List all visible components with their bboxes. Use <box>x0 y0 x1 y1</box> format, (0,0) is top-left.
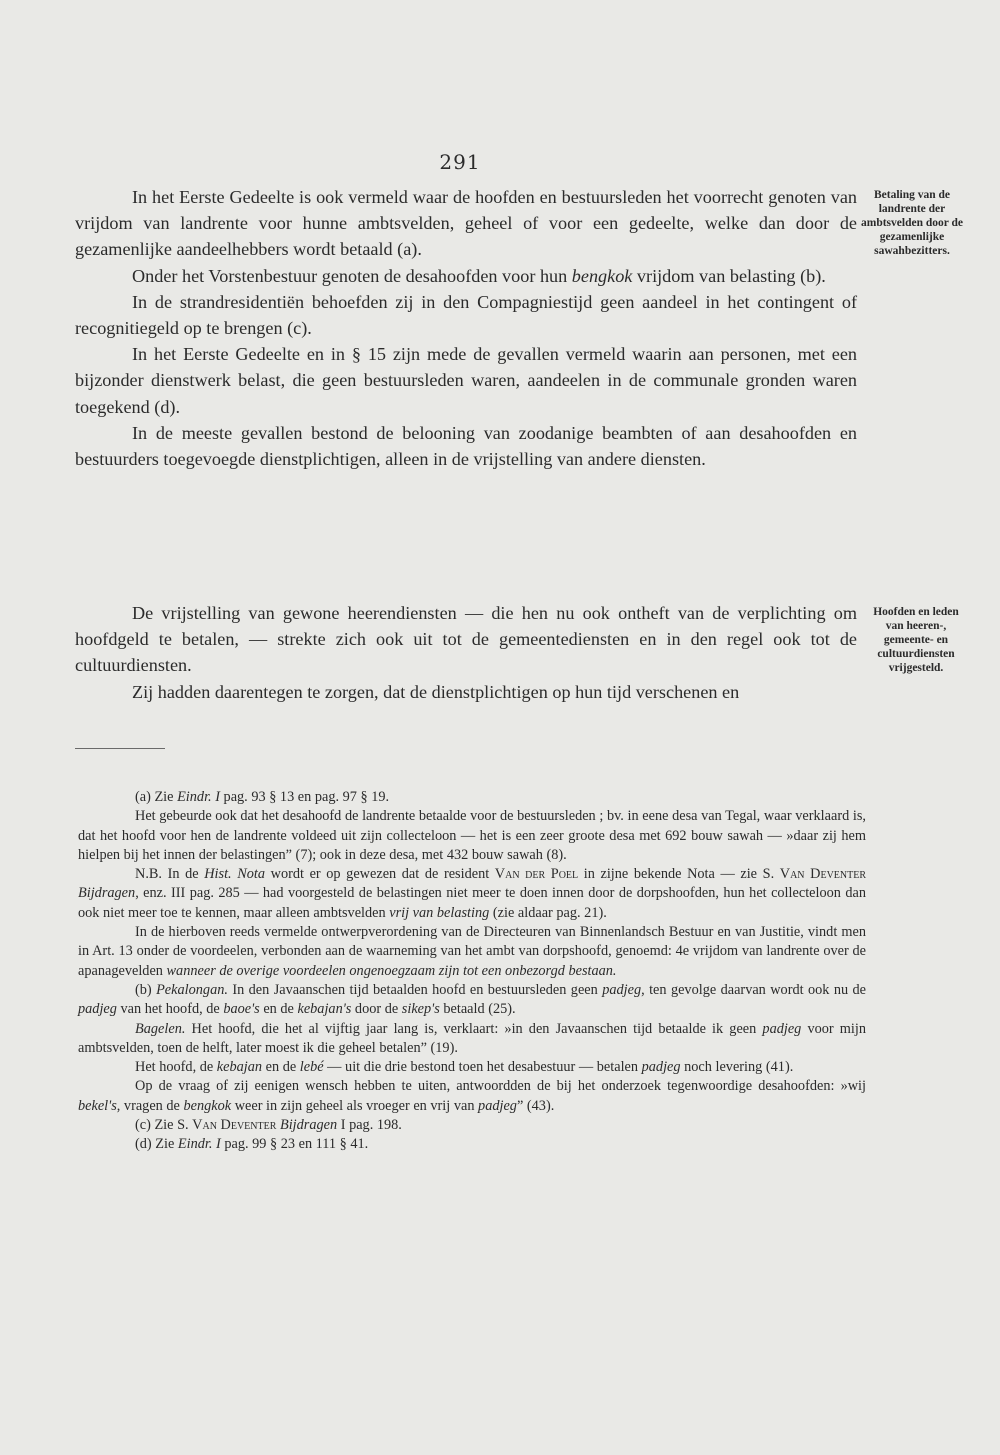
footnote-text: In den Javaanschen tijd betaalden hoofd en bestuursleden geen <box>227 981 603 998</box>
main-text-block-2 <box>75 600 857 705</box>
footnote-place: Pekalongan. <box>156 981 228 998</box>
footnote-c <box>78 1116 866 1135</box>
footnote-text: (c) Zie S. <box>135 1117 193 1134</box>
author-name: Van Deventer <box>192 1117 277 1134</box>
footnote-term: padjeg <box>762 1020 802 1037</box>
footnote-text: I pag. 198. <box>337 1117 402 1134</box>
footnote-ordinance <box>78 923 866 981</box>
footnote-text: , ten gevolge daarvan wordt ook nu de <box>641 981 867 998</box>
footnote-text: (zie aldaar pag. 21). <box>489 904 607 921</box>
footnote-term: bekel's <box>78 1097 117 1114</box>
footnote-term: kebajan's <box>297 1001 352 1018</box>
paragraph-1: In het Eerste Gedeelte is ook vermeld waar de hoofden en bestuursleden het voorrecht genoten van vrijdom van landrente voor hunne ambtsvelden, geheel of voor een gedeelte, welke dan door de gezamenlijke aandeelhebbers wordt betaald (a). <box>75 187 857 260</box>
footnote-ref: Eindr. I <box>177 1136 221 1153</box>
main-text-block-1 <box>75 184 857 472</box>
footnote-text: (a) Zie <box>135 789 178 805</box>
footnote-text: Op de vraag of zij eenigen wensch hebben te uiten, antwoordden de bij het onderzoek tegenwoordige desahoofden: »wij <box>135 1078 866 1095</box>
footnote-term: bengkok <box>183 1097 232 1114</box>
footnote-text: ” (43). <box>516 1097 555 1114</box>
footnote-text: noch levering (41). <box>680 1059 794 1076</box>
author-name: Van Deventer <box>779 866 867 883</box>
footnote-term: kebajan <box>216 1059 263 1076</box>
footnote-text: — uit die drie bestond toen het desabestuur — betalen <box>323 1059 642 1076</box>
footnote-text: In de hierboven reeds vermelde ontwerpverordening van de Directeuren van Binnenlandsch Bestuur en van Justitie, vindt men in Art. 13 onder de voordeelen, verbonden aan de waarneming van het ambt van dorpshoofd, genoemd: 4e vrijdom van landrente over de apanagevelden <box>78 924 866 979</box>
paragraph-3: In de strandresidentiën behoefden zij in den Compagniestijd geen aandeel in het contingent of recognitiegeld op te brengen (c). <box>75 291 857 339</box>
footnote-ref: Hist. Nota <box>204 866 266 883</box>
footnote-text: Het hoofd, die het al vijftig jaar lang is, verklaart: »in den Javaanschen tijd betaalde ik geen <box>185 1020 763 1037</box>
footnote-text: , vragen de <box>116 1097 184 1114</box>
footnote-text: door de <box>351 1001 402 1018</box>
paragraph-2-text: Onder het Vorstenbestuur genoten de desahoofden voor hun <box>132 265 572 286</box>
footnote-term: lebé <box>299 1059 324 1076</box>
footnote-hoofd <box>78 1058 866 1077</box>
footnote-ref: Bijdragen <box>78 885 136 902</box>
paragraph-2-term: bengkok <box>571 265 633 286</box>
footnote-term: baoe's <box>223 1001 260 1018</box>
footnotes <box>78 788 866 1155</box>
author-name: Van der Poel <box>494 866 579 883</box>
footnote-divider <box>75 748 165 749</box>
footnote-text: en de <box>259 1001 298 1018</box>
footnote-text: (b) <box>135 981 157 998</box>
footnote-text: Het hoofd, de <box>135 1059 217 1076</box>
paragraph-2-text-end: vrijdom van belasting (b). <box>632 265 826 286</box>
footnote-ref: Eindr. I <box>177 789 220 805</box>
footnote-wish <box>78 1077 866 1116</box>
page-number: 291 <box>439 150 481 174</box>
footnote-text: (d) Zie <box>135 1136 178 1153</box>
footnote-emphasis: vrij van belasting <box>389 904 490 921</box>
paragraph-7: Zij hadden daarentegen te zorgen, dat de dienstplichtigen op hun tijd verschenen en <box>132 681 740 702</box>
paragraph-6: De vrijstelling van gewone heerendiensten — die hen nu ook ontheft van de verplichting om hoofdgeld te betalen, — strekte zich ook uit tot de gemeentediensten en in den regel ook tot de cultuurdiensten. <box>75 603 857 676</box>
paragraph-4: In het Eerste Gedeelte en in § 15 zijn mede de gevallen vermeld waarin aan personen, met een bijzonder dienstwerk belast, die geen bestuursleden waren, aandeelen in de communale gronden waren toegekend (d). <box>75 344 857 417</box>
footnote-term: sikep's <box>401 1001 440 1018</box>
footnote-place: Bagelen. <box>135 1020 186 1037</box>
footnote-term: padjeg <box>641 1059 681 1076</box>
footnote-text: voor mijn ambtsvelden, toen de helft, later moest ik die geheel betalen” (19). <box>78 1020 867 1056</box>
footnote-b <box>78 981 866 1020</box>
footnote-term: padjeg <box>78 1001 117 1018</box>
footnote-text: pag. 99 § 23 en 111 § 41. <box>220 1136 369 1153</box>
footnote-text: weer in zijn geheel als vroeger en vrij van <box>231 1097 479 1114</box>
footnote-bagelen <box>78 1020 866 1059</box>
footnote-text: , enz. III pag. 285 — had voorgesteld de belastingen niet meer te doen innen door de dorpshoofden, hun het collecteloon dan ook niet meer toe te kennen, maar alleen ambtsvelden <box>78 885 866 921</box>
footnote-d <box>78 1135 866 1154</box>
footnote-text: en de <box>262 1059 300 1076</box>
footnote-text: wordt er op gewezen dat de resident <box>265 866 495 883</box>
footnote-text: van het hoofd, de <box>116 1001 224 1018</box>
paragraph-5: In de meeste gevallen bestond de belooning van zoodanige beambten of aan desahoofden en bestuurders toegevoegde dienstplichtigen, alleen in de vrijstelling van andere diensten. <box>75 422 857 470</box>
margin-note-2: Hoofden en leden van heeren-, gemeente- en cultuurdiensten vrijgesteld. <box>873 606 959 674</box>
paragraph-2 <box>75 263 857 289</box>
footnote-ref: Bijdragen <box>279 1117 338 1134</box>
footnote-text: in zijne bekende Nota — zie S. <box>578 866 780 883</box>
margin-note-1: Betaling van de landrente der ambtsvelden door de gezamenlijke sawahbezitters. <box>860 189 964 257</box>
footnote-text: pag. 93 § 13 en pag. 97 § 19. <box>219 789 390 805</box>
footnote-term: padjeg <box>602 981 642 998</box>
footnote-nb <box>78 865 866 923</box>
footnote-a-cont: Het gebeurde ook dat het desahoofd de landrente betaalde voor de bestuursleden ; bv. in eene desa van Tegal, waar verklaard is, dat het hoofd voor hen de landrente voldeed uit zijn collecteloon — het is een zeer groote desa met 692 bouw sawah — »daar zij hem hielpen bij het innen der belastingen” (7); ook in deze desa, met 432 bouw sawah (8). <box>78 808 866 863</box>
footnote-text: betaald (25). <box>439 1001 516 1018</box>
footnote-emphasis: wanneer de overige voordeelen ongenoegzaam zijn tot een onbezorgd bestaan. <box>166 962 617 979</box>
footnote-term: padjeg <box>478 1097 517 1114</box>
footnote-a <box>78 788 866 807</box>
footnote-text: N.B. In de <box>135 866 205 883</box>
